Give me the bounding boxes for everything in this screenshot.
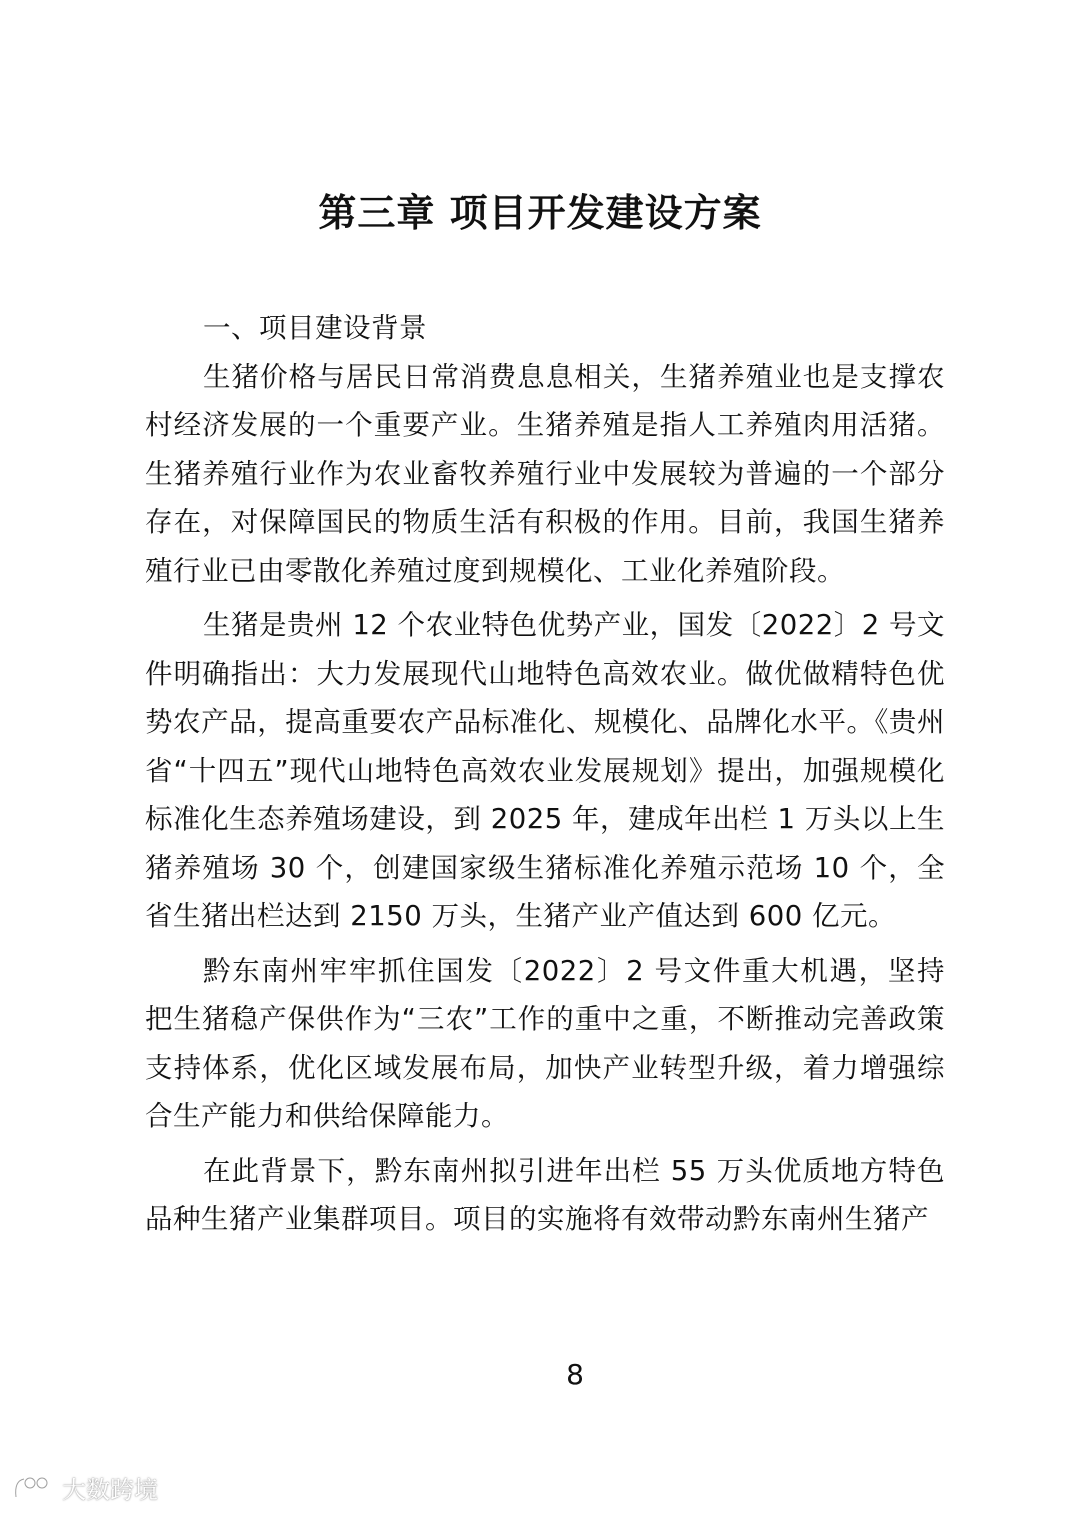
section-heading: 一、项目建设背景 [203,312,427,344]
paragraph: 生猪是贵州 12 个农业特色优势产业，国发〔2022〕2 号文件明确指出：大力发展现代山地特色高效农业。做优做精特色优势农产品，提高重要农产品标准化、规模化、品牌化水平。《贵州省“十四五”现代山地特色高效农业发展规划》提出，加强规模化标准化生态养殖场建设，到 2025 年，建成年出栏 1 万头以上生猪养殖场 30 个，创建国家级生猪标准化养殖示范场 10 个，全省生猪出栏达到 2150 万头，生猪产业产值达到 600 亿元。 [145,609,945,932]
brand-logo-icon [10,1471,56,1505]
body-text [145,304,945,1250]
page-number: 8 [566,1358,584,1391]
paragraph: 在此背景下，黔东南州拟引进年出栏 55 万头优质地方特色品种生猪产业集群项目。项目的实施将有效带动黔东南州生猪产 [145,1154,945,1235]
chapter-title: 第三章 项目开发建设方案 [318,190,762,235]
paragraph: 生猪价格与居民日常消费息息相关，生猪养殖业也是支撑农村经济发展的一个重要产业。生猪养殖是指人工养殖肉用活猪。生猪养殖行业作为农业畜牧养殖行业中发展较为普遍的一个部分存在，对保障国民的物质生活有积极的作用。目前，我国生猪养殖行业已由零散化养殖过度到规模化、工业化养殖阶段。 [145,360,945,587]
watermark [10,1470,158,1505]
watermark-text: 大数跨境 [62,1476,158,1504]
paragraph: 黔东南州牢牢抓住国发〔2022〕2 号文件重大机遇，坚持把生猪稳产保供作为“三农”工作的重中之重，不断推动完善政策支持体系，优化区域发展布局，加快产业转型升级，着力增强综合生产能力和供给保障能力。 [145,954,945,1132]
